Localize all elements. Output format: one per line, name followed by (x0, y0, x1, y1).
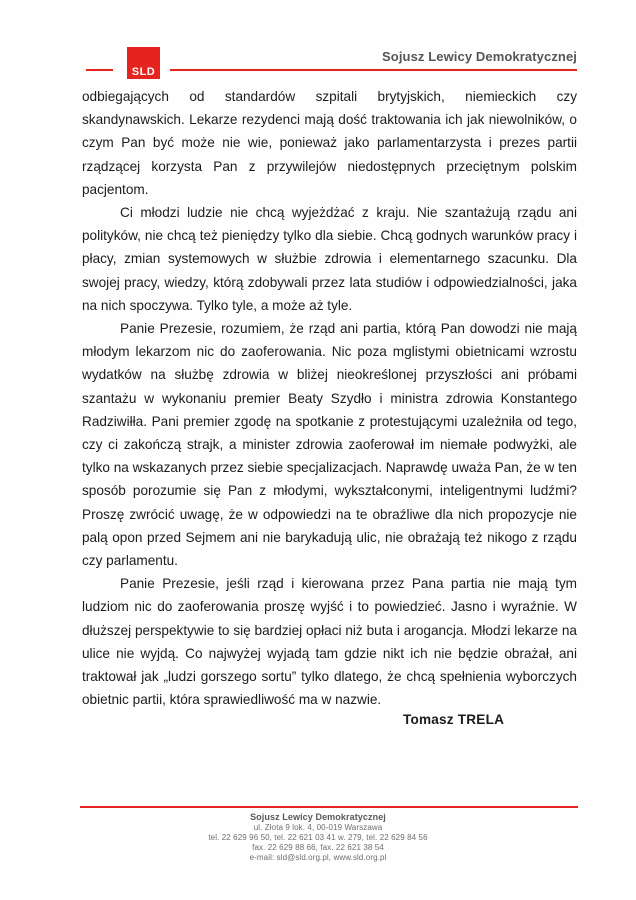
footer-address: ul. Złota 9 lok. 4, 00-019 Warszawa (253, 823, 383, 832)
header-left-rule (86, 69, 113, 71)
sld-logo-text: SLD (131, 66, 156, 78)
signature-name: Tomasz TRELA (403, 712, 505, 727)
footer-org-name: Sojusz Lewicy Demokratycznej (250, 812, 386, 822)
footer-rule (80, 806, 578, 808)
letter-paragraph: Panie Prezesie, rozumiem, że rząd ani partia, którą Pan dowodzi nie mają młodym lekarzom nic do zaoferowania. Nic poza mglistymi obietnicami wzrostu wydatków na służbę zdrowia w bliżej nieokreślonej przyszłości ani próbami szantażu w wykonaniu premier Beaty Szydło i ministra zdrowia Konstantego Radziwiłła. Pani premier zgodę na spotkanie z protestującymi uzależniła od tego, czy ci zakończą strajk, a minister zdrowia zaoferował im niemałe podwyżki, ale tylko na wskazanych przez siebie specjalizacjach. Naprawdę uważa Pan, że w ten sposób porozumie się Pan z młodymi, wykształconymi, inteligentnymi ludźmi? Proszę zwrócić uwagę, że w odpowiedzi na te obraźliwe dla nich propozycje nie palą opon przed Sejmem ani nie barykadują ulic, nie obrażają też nikogo z rządu czy parlamentu. (82, 321, 577, 569)
letter-paragraph: Panie Prezesie, jeśli rząd i kierowana przez Pana partia nie mają tym ludziom nic do zaoferowania proszę wyjść i to powiedzieć. Jasno i wyraźnie. W dłuższej perspektywie to się bardziej opłaci niż buta i arogancja. Młodzi lekarze na ulice nie wyjdą. Co najwyżej wyjadą tam gdzie nikt ich nie będzie obrażał, ani traktował jak „ludzi gorszego sortu” tylko dlatego, że chcą spełnienia wyborczych obietnic partii, która sprawiedliwość ma w nazwie. (82, 576, 577, 708)
footer-phones: tel. 22 629 96 50, tel. 22 621 03 41 w. 279, tel. 22 629 84 56 (208, 833, 428, 842)
header-rule (170, 69, 577, 71)
letter-paragraph: odbiegających od standardów szpitali brytyjskich, niemieckich czy skandynawskich. Lekarze rezydenci mają dość traktowania ich jak niewolników, o czym Pan być może nie wie, ponieważ jako parlamentarzysta i prezes partii rządzącej korzysta Pan z przywilejów niedostępnych przeciętnym polskim pacjentom. (82, 89, 577, 197)
header-org-name: Sojusz Lewicy Demokratycznej (382, 49, 577, 64)
footer-email-web: e-mail: sld@sld.org.pl, www.sld.org.pl (249, 853, 387, 862)
footer-fax: fax. 22 629 88 66, fax. 22 621 38 54 (252, 843, 384, 852)
footer (0, 812, 636, 863)
letter-paragraph: Ci młodzi ludzie nie chcą wyjeżdżać z kraju. Nie szantażują rządu ani polityków, nie chcą też pieniędzy tylko dla siebie. Chcą godnych warunków pracy i płacy, zmian systemowych w służbie zdrowia i elementarnego szacunku. Dla swojej pracy, wiedzy, którą zdobywali przez lata studiów i odpowiedzialności, jaka na nich spoczywa. Tylko tyle, a może aż tyle. (82, 205, 577, 313)
sld-logo (127, 47, 160, 79)
letter-body (82, 85, 577, 711)
